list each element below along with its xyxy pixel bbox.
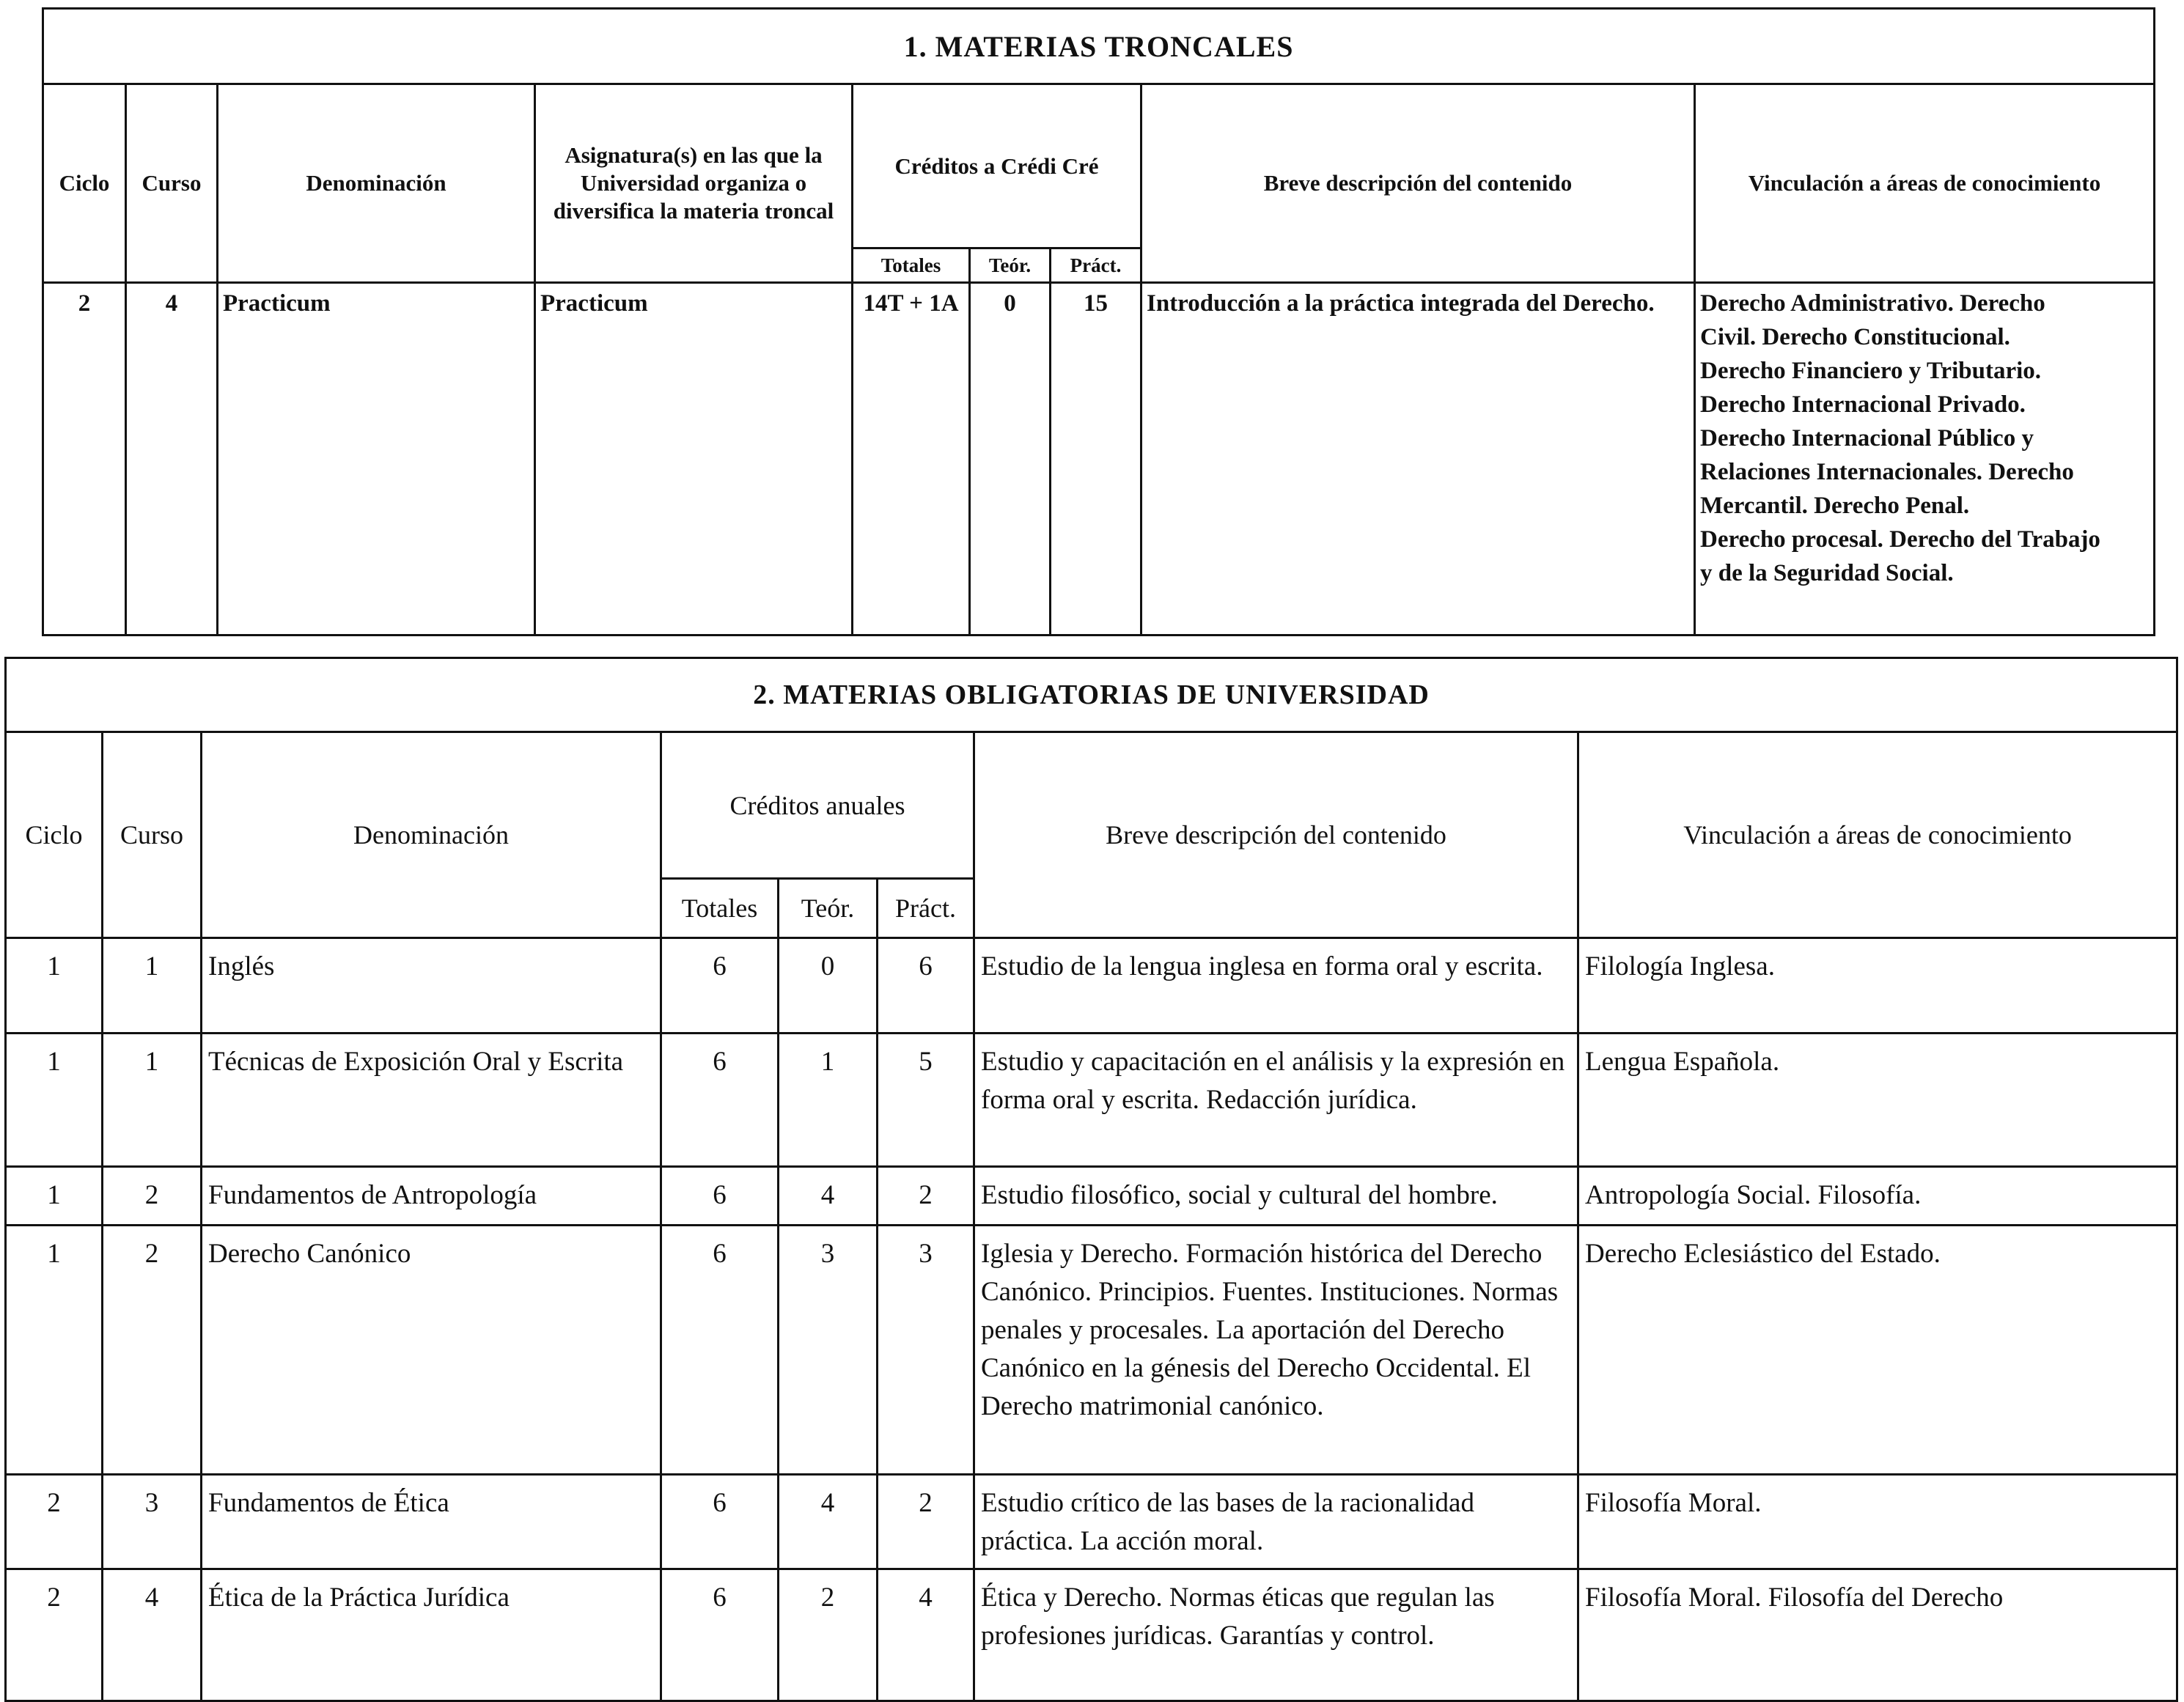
- cell-vinculacion: [1695, 283, 2155, 636]
- cell-curso: 3: [103, 1475, 202, 1569]
- cell-denominacion: Fundamentos de Ética: [202, 1475, 661, 1569]
- cell-teor: 0: [779, 938, 878, 1034]
- cell-vinculacion: Filosofía Moral. Filosofía del Derecho: [1578, 1569, 2177, 1701]
- cell-descripcion: Estudio crítico de las bases de la racionalidad práctica. La acción moral.: [974, 1475, 1578, 1569]
- header-pract: Práct.: [1051, 248, 1141, 283]
- cell-denominacion: Fundamentos de Antropología: [202, 1167, 661, 1226]
- cell-curso: 2: [103, 1167, 202, 1226]
- vinculacion-line: y de la Seguridad Social.: [1700, 560, 1954, 586]
- vinculacion-line: Derecho procesal. Derecho del Trabajo: [1700, 526, 2100, 553]
- cell-curso: 1: [103, 938, 202, 1034]
- header-teor: Teór.: [970, 248, 1051, 283]
- cell-descripcion: Iglesia y Derecho. Formación histórica del Derecho Canónico. Principios. Fuentes. Instituciones. Normas penales y procesales. La aportación del Derecho Canónico en la génesis del Derecho Occidental. El Derecho matrimonial canónico.: [974, 1226, 1578, 1475]
- obligatorias-title: 2. MATERIAS OBLIGATORIAS DE UNIVERSIDAD: [6, 658, 2177, 732]
- cell-denominacion: Derecho Canónico: [202, 1226, 661, 1475]
- cell-ciclo: 2: [6, 1569, 103, 1701]
- cell-ciclo: 1: [6, 938, 103, 1034]
- cell-curso: 4: [103, 1569, 202, 1701]
- header-vinculacion: Vinculación a áreas de conocimiento: [1578, 732, 2177, 938]
- vinculacion-line: Derecho Internacional Privado.: [1700, 391, 2026, 418]
- header-totales: Totales: [853, 248, 970, 283]
- cell-descripcion: Estudio de la lengua inglesa en forma oral y escrita.: [974, 938, 1578, 1034]
- cell-denominacion: Practicum: [218, 283, 535, 636]
- cell-descripcion: Ética y Derecho. Normas éticas que regulan las profesiones jurídicas. Garantías y control.: [974, 1569, 1578, 1701]
- cell-totales: 6: [661, 1167, 779, 1226]
- header-teor: Teór.: [779, 879, 878, 938]
- cell-pract: 3: [878, 1226, 974, 1475]
- cell-totales: 6: [661, 1226, 779, 1475]
- cell-totales: 14T + 1A: [853, 283, 970, 636]
- cell-descripcion: Introducción a la práctica integrada del Derecho.: [1141, 283, 1695, 636]
- troncales-table: [42, 7, 2155, 636]
- header-curso: Curso: [126, 84, 218, 283]
- cell-denominacion: Técnicas de Exposición Oral y Escrita: [202, 1034, 661, 1167]
- cell-ciclo: 1: [6, 1226, 103, 1475]
- cell-denominacion: Inglés: [202, 938, 661, 1034]
- cell-teor: 1: [779, 1034, 878, 1167]
- cell-pract: 2: [878, 1475, 974, 1569]
- header-vinculacion: Vinculación a áreas de conocimiento: [1695, 84, 2155, 283]
- cell-totales: 6: [661, 938, 779, 1034]
- obligatorias-table: [4, 657, 2178, 1702]
- cell-ciclo: 2: [43, 283, 126, 636]
- cell-denominacion: Ética de la Práctica Jurídica: [202, 1569, 661, 1701]
- cell-totales: 6: [661, 1034, 779, 1167]
- table-row: [6, 938, 2177, 1034]
- cell-curso: 4: [126, 283, 218, 636]
- table-row: [6, 1226, 2177, 1475]
- cell-teor: 3: [779, 1226, 878, 1475]
- cell-totales: 6: [661, 1475, 779, 1569]
- header-ciclo: Ciclo: [6, 732, 103, 938]
- troncales-title: 1. MATERIAS TRONCALES: [43, 9, 2155, 84]
- header-denominacion: Denominación: [202, 732, 661, 938]
- cell-vinculacion: Filología Inglesa.: [1578, 938, 2177, 1034]
- header-descripcion: Breve descripción del contenido: [974, 732, 1578, 938]
- table-row: [43, 283, 2155, 636]
- cell-ciclo: 1: [6, 1167, 103, 1226]
- header-creditos: Créditos a Crédi Cré: [853, 84, 1141, 248]
- header-creditos: Créditos anuales: [661, 732, 974, 879]
- cell-vinculacion: Filosofía Moral.: [1578, 1475, 2177, 1569]
- header-totales: Totales: [661, 879, 779, 938]
- cell-vinculacion: Lengua Española.: [1578, 1034, 2177, 1167]
- vinculacion-line: Mercantil. Derecho Penal.: [1700, 493, 1970, 519]
- header-denominacion: Denominación: [218, 84, 535, 283]
- vinculacion-line: Civil. Derecho Constitucional.: [1700, 324, 2010, 350]
- cell-teor: 2: [779, 1569, 878, 1701]
- cell-ciclo: 2: [6, 1475, 103, 1569]
- cell-teor: 0: [970, 283, 1051, 636]
- table-row: [6, 1475, 2177, 1569]
- header-asignaturas: Asignatura(s) en las que la Universidad organiza o diversifica la materia troncal: [535, 84, 853, 283]
- cell-curso: 1: [103, 1034, 202, 1167]
- cell-vinculacion: Derecho Eclesiástico del Estado.: [1578, 1226, 2177, 1475]
- vinculacion-line: Derecho Internacional Público y: [1700, 425, 2034, 452]
- table-row: [6, 1167, 2177, 1226]
- cell-pract: 6: [878, 938, 974, 1034]
- vinculacion-line: Derecho Financiero y Tributario.: [1700, 358, 2042, 384]
- header-curso: Curso: [103, 732, 202, 938]
- cell-pract: 15: [1051, 283, 1141, 636]
- header-pract: Práct.: [878, 879, 974, 938]
- cell-pract: 2: [878, 1167, 974, 1226]
- cell-ciclo: 1: [6, 1034, 103, 1167]
- cell-teor: 4: [779, 1475, 878, 1569]
- cell-descripcion: Estudio filosófico, social y cultural del hombre.: [974, 1167, 1578, 1226]
- cell-pract: 5: [878, 1034, 974, 1167]
- cell-vinculacion: Antropología Social. Filosofía.: [1578, 1167, 2177, 1226]
- cell-pract: 4: [878, 1569, 974, 1701]
- cell-descripcion: Estudio y capacitación en el análisis y la expresión en forma oral y escrita. Redacción jurídica.: [974, 1034, 1578, 1167]
- cell-asignatura: Practicum: [535, 283, 853, 636]
- cell-totales: 6: [661, 1569, 779, 1701]
- vinculacion-line: Relaciones Internacionales. Derecho: [1700, 459, 2074, 485]
- table-row: [6, 1034, 2177, 1167]
- cell-curso: 2: [103, 1226, 202, 1475]
- table-row: [6, 1569, 2177, 1701]
- cell-teor: 4: [779, 1167, 878, 1226]
- vinculacion-line: Derecho Administrativo. Derecho: [1700, 290, 2045, 317]
- header-ciclo: Ciclo: [43, 84, 126, 283]
- header-descripcion: Breve descripción del contenido: [1141, 84, 1695, 283]
